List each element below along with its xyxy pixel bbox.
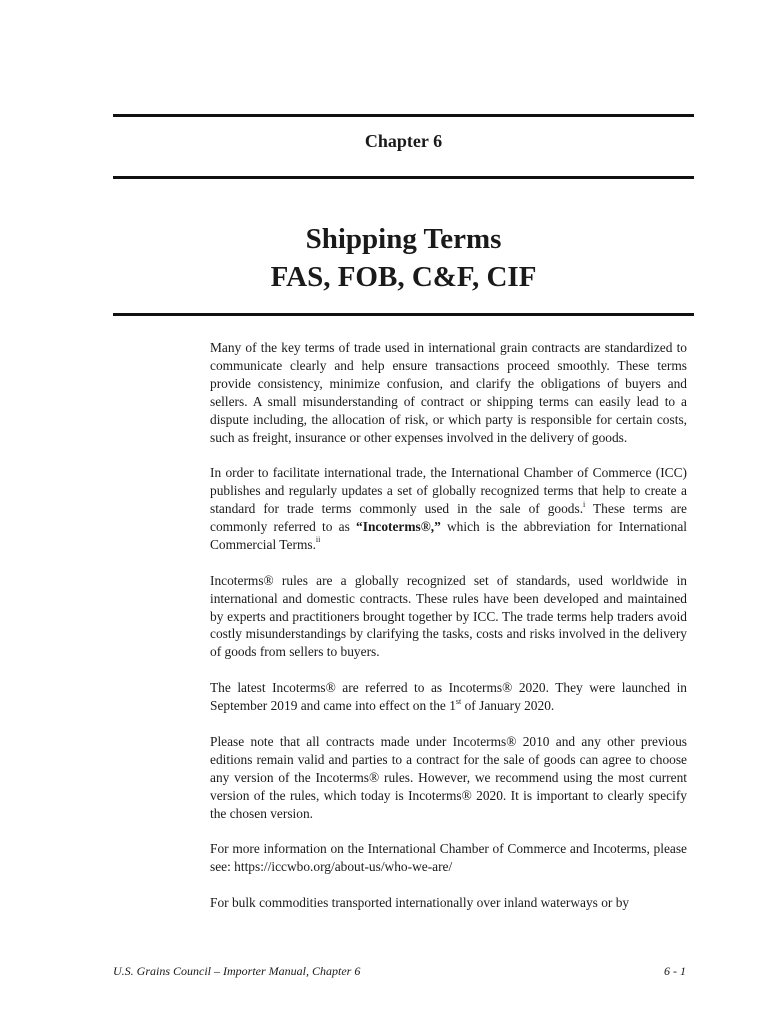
title-line-2: FAS, FOB, C&F, CIF bbox=[270, 261, 537, 293]
paragraph-2-part-c: which is the abbreviation for International Commercial Terms. bbox=[210, 519, 687, 552]
paragraph-4 bbox=[210, 679, 687, 715]
paragraph-2-part-a: In order to facilitate international trade, the International Chamber of Commerce (ICC) publishes and regularly updates a set of globally recognized terms that help to create a standard for trade terms commonly used in the sale of goods. bbox=[210, 465, 687, 517]
footnote-ref-i[interactable]: i bbox=[583, 499, 586, 509]
paragraph-5: Please note that all contracts made under Incoterms® 2010 and any other previous editions remain valid and parties to a contract for the sale of goods can agree to choose any version of the Incoterms® rules. However, we recommend using the most current version of the rules, which today is Incoterms® 2020. It is important to clearly specify the chosen version. bbox=[210, 733, 687, 821]
paragraph-4-part-b: of January 2020. bbox=[461, 698, 555, 714]
paragraph-2-part-b: These terms are commonly referred to as bbox=[210, 501, 688, 535]
footer-title: U.S. Grains Council – Importer Manual, Chapter 6 bbox=[113, 964, 361, 978]
footnote-ref-ii[interactable]: ii bbox=[315, 535, 321, 545]
paragraph-6 bbox=[210, 840, 687, 876]
paragraph-6-part-a: For more information on the International Chamber of Commerce and Incoterms, please see: bbox=[210, 841, 687, 875]
ordinal-suffix: st bbox=[455, 696, 462, 706]
icc-link[interactable]: https://iccwbo.org/about-us/who-we-are/ bbox=[234, 859, 453, 875]
page-title bbox=[113, 220, 694, 296]
paragraph-7: For bulk commodities transported internationally over inland waterways or by bbox=[210, 895, 630, 910]
incoterms-term: “Incoterms®,” bbox=[356, 519, 441, 535]
chapter-label: Chapter 6 bbox=[364, 131, 443, 151]
paragraph-2 bbox=[210, 464, 687, 554]
title-rule bbox=[113, 313, 694, 316]
paragraph-1: Many of the key terms of trade used in international grain contracts are standardized to communicate clearly and help ensure transactions proceed smoothly. These terms provide consistency, minimize confusion, and clarify the obligations of buyers and sellers. A small misunderstanding of contract or shipping terms can easily lead to a dispute including, the allocation of risk, or which party is responsible for certain costs, such as freight, insurance or other expenses involved in the delivery of goods. bbox=[210, 340, 687, 445]
chapter-rule bbox=[113, 176, 694, 179]
page-number: 6 - 1 bbox=[664, 964, 686, 978]
top-rule bbox=[113, 114, 694, 117]
paragraph-3: Incoterms® rules are a globally recognized set of standards, used worldwide in international and domestic contracts. These rules have been developed and maintained by experts and practitioners brought together by ICC. The trade terms help traders avoid costly misunderstandings by clarifying the tasks, costs and risks involved in the delivery of goods from sellers to buyers. bbox=[210, 572, 687, 660]
paragraph-4-part-a: The latest Incoterms® are referred to as Incoterms® 2020. They were launched in September 2019 and came into effect on the 1 bbox=[210, 680, 687, 714]
title-line-1: Shipping Terms bbox=[305, 223, 502, 255]
body-text bbox=[210, 339, 687, 912]
